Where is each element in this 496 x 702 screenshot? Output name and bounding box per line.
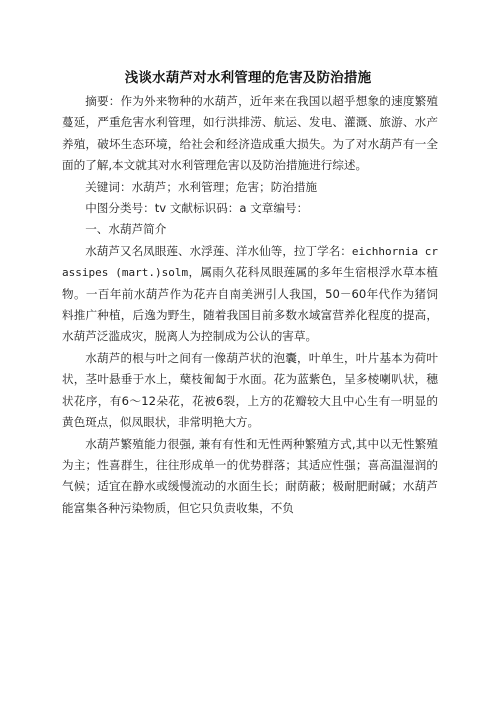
section-heading: 一、水葫芦简介: [85, 222, 167, 237]
classification-paragraph: 中图分类号：tv 文献标识码：a 文章编号：: [85, 201, 309, 216]
document-body: [62, 91, 438, 519]
intro-paragraph: [62, 241, 438, 348]
keywords-paragraph: 关键词：水葫芦；水利管理；危害；防治措施: [85, 179, 318, 194]
morphology-paragraph: 水葫芦的根与叶之间有一像葫芦状的泡囊，叶单生，叶片基本为荷叶状，茎叶悬垂于水上，蘖枝匍匐于水面。花为蓝紫色，呈多棱喇叭状，穗状花序，有6～12朵花，花被6裂，上方的花瓣较大且中心生有一明显的黄色斑点，似凤眼状，非常明艳大方。: [62, 350, 438, 430]
reproduction-paragraph: 水葫芦繁殖能力很强, 兼有有性和无性两种繁殖方式,其中以无性繁殖为主；性喜群生，往往形成单一的优势群落；其适应性强；喜高温湿润的气候；适宜在静水或缓慢流动的水面生长；耐荫蔽；极耐肥耐碱；水葫芦能富集各种污染物质，但它只负责收集，不负: [62, 436, 438, 515]
latin-name-text: eichhornia crassipes (mart.)solm: [62, 244, 438, 280]
document-title: 浅谈水葫芦对水利管理的危害及防治措施: [124, 70, 372, 86]
intro-lead-text: 水葫芦又名凤眼莲、水浮莲、洋水仙等，拉丁学名：: [85, 243, 352, 258]
intro-rest-text: ，属雨久花科凤眼莲属的多年生宿根浮水草本植物。一百年前水葫芦作为花卉自南美洲引人我国，50－60年代作为猪饲料推广种植，后逸为野生，随着我国目前多数水域富营养化程度的提高，水葫芦泛滥成灾，脱离人为控制成为公认的害草。: [62, 265, 438, 344]
abstract-paragraph: 摘要：作为外来物种的水葫芦，近年来在我国以超乎想象的速度繁殖蔓延，严重危害水利管理，如行洪排涝、航运、发电、灌溉、旅游、水产养殖，破坏生态环境，给社会和经济造成重大损失。为了对水葫芦有一全面的了解,本文就其对水利管理危害以及防治措施进行综述。: [62, 94, 438, 173]
